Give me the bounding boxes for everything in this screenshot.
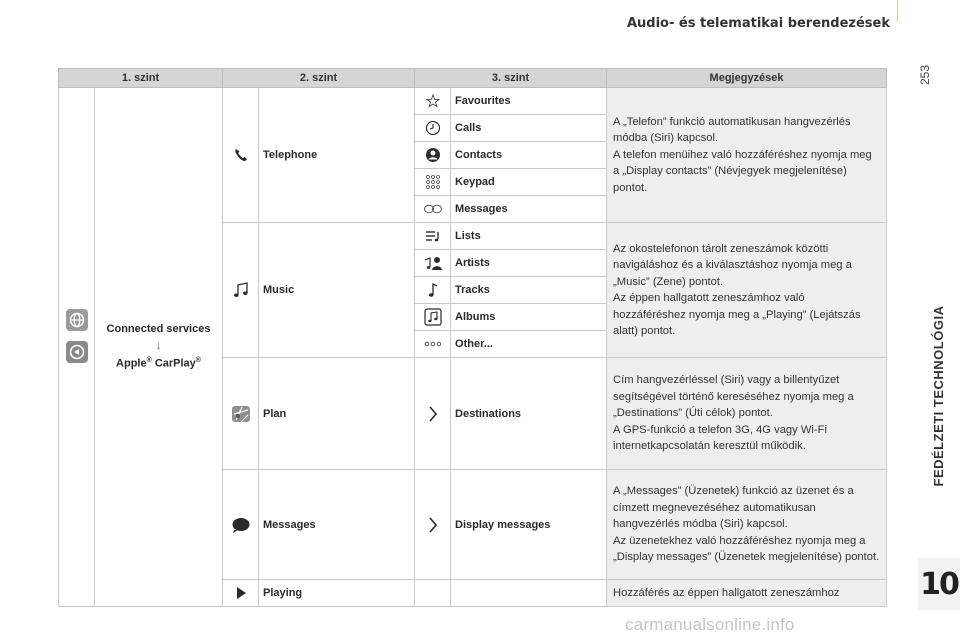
note-music bbox=[607, 223, 887, 358]
level2-music: Music bbox=[259, 223, 415, 358]
level2-playing: Playing bbox=[259, 580, 415, 607]
level3-icon-cell bbox=[415, 277, 451, 304]
chevron-right-icon bbox=[428, 516, 438, 534]
level3-artists: Artists bbox=[451, 250, 607, 277]
level3-other: Other... bbox=[451, 331, 607, 358]
note-plan bbox=[607, 358, 887, 470]
level2-telephone: Telephone bbox=[259, 88, 415, 223]
column-header-level3: 3. szint bbox=[415, 69, 607, 88]
level3-icon-cell bbox=[415, 169, 451, 196]
note-messages bbox=[607, 470, 887, 580]
side-tab bbox=[905, 0, 960, 640]
level3-icon-cell bbox=[415, 223, 451, 250]
level3-contacts: Contacts bbox=[451, 142, 607, 169]
connected-services-label: Connected services bbox=[106, 323, 211, 336]
note-telephone bbox=[607, 88, 887, 223]
note-text: A „Messages” (Üzenetek) funkció az üzenet és a címzett megnevezéséhez automatikusan hangvezérlés módba (Siri) kapcsol. Az üzenetekhez való hozzáféréshez nyomja meg a „Display messages” (Üzenetek megjelenítése) pontot. bbox=[613, 485, 880, 564]
note-text: Az okostelefonon tárolt zeneszámok közötti navigáláshoz és a kiválasztáshoz nyomja meg a „Music” (Zene) pontot. Az éppen hallgatott zeneszámhoz való hozzáféréshez nyomja meg a „Playing” (Lejátszás alatt) pontot. bbox=[613, 242, 861, 337]
column-header-level1: 1. szint bbox=[59, 69, 223, 88]
track-icon bbox=[427, 282, 439, 298]
column-header-level2: 2. szint bbox=[223, 69, 415, 88]
level2-messages: Messages bbox=[259, 470, 415, 580]
table-row bbox=[59, 88, 887, 115]
page-number: 253 bbox=[918, 64, 932, 86]
level3-icon-cell bbox=[415, 115, 451, 142]
level3-icon-cell bbox=[415, 250, 451, 277]
level3-icon-cell bbox=[415, 331, 451, 358]
clock-icon bbox=[425, 120, 441, 136]
level3-tracks: Tracks bbox=[451, 277, 607, 304]
chapter-number: 10 bbox=[918, 558, 960, 610]
level3-icon-cell bbox=[415, 142, 451, 169]
header-rule bbox=[897, 0, 898, 22]
star-icon bbox=[426, 94, 440, 108]
level3-albums: Albums bbox=[451, 304, 607, 331]
level3-lists: Lists bbox=[451, 223, 607, 250]
note-text: Hozzáférés az éppen hallgatott zeneszámhoz bbox=[613, 586, 840, 599]
level3-icon-cell bbox=[415, 358, 451, 470]
message-bubbles-icon bbox=[423, 203, 443, 215]
level3-icon-cell bbox=[415, 304, 451, 331]
level3-icon-cell bbox=[415, 88, 451, 115]
more-icon bbox=[424, 341, 442, 347]
chapter-title: FEDÉLZETI TECHNOLÓGIA bbox=[930, 305, 946, 487]
map-icon bbox=[231, 404, 251, 424]
level3-messages: Messages bbox=[451, 196, 607, 223]
level3-icon-cell bbox=[415, 196, 451, 223]
level2-icon-cell bbox=[223, 358, 259, 470]
album-icon bbox=[424, 308, 442, 326]
keypad-icon bbox=[425, 174, 441, 190]
playlist-icon bbox=[425, 229, 441, 243]
note-playing bbox=[607, 580, 887, 607]
carplay-label: Apple® CarPlay® bbox=[116, 357, 201, 370]
level3-favourites: Favourites bbox=[451, 88, 607, 115]
globe-icon bbox=[66, 309, 88, 331]
empty-cell bbox=[451, 580, 607, 607]
page-header: Audio- és telematikai berendezések bbox=[626, 16, 890, 31]
music-note-icon bbox=[232, 281, 250, 299]
carplay-icon bbox=[66, 341, 88, 363]
level3-icon-cell bbox=[415, 470, 451, 580]
phone-icon bbox=[233, 147, 249, 163]
menu-levels-table bbox=[58, 68, 887, 607]
level2-icon-cell bbox=[223, 470, 259, 580]
level2-plan: Plan bbox=[259, 358, 415, 470]
column-header-notes: Megjegyzések bbox=[607, 69, 887, 88]
chevron-right-icon bbox=[428, 405, 438, 423]
speech-bubble-icon bbox=[231, 517, 251, 533]
level3-destinations: Destinations bbox=[451, 358, 607, 470]
level2-icon-cell bbox=[223, 223, 259, 358]
note-text: A „Telefon” funkció automatikusan hangvezérlés módba (Siri) kapcsol. A telefon menüihez való hozzáféréshez nyomja meg a „Display contacts” (Névjegyek megjelenítése) pontot. bbox=[613, 115, 872, 194]
level2-icon-cell bbox=[223, 580, 259, 607]
play-icon bbox=[234, 586, 248, 600]
empty-cell bbox=[415, 580, 451, 607]
artist-icon bbox=[423, 255, 443, 271]
watermark: carmanualsonline.info bbox=[625, 615, 795, 634]
level2-icon-cell bbox=[223, 88, 259, 223]
level3-keypad: Keypad bbox=[451, 169, 607, 196]
contact-icon bbox=[425, 147, 441, 163]
level3-display-messages: Display messages bbox=[451, 470, 607, 580]
table-header-row bbox=[59, 69, 887, 88]
level1-icon-cell bbox=[59, 88, 95, 607]
level3-calls: Calls bbox=[451, 115, 607, 142]
arrow-down-icon: ↓ bbox=[155, 338, 162, 353]
level1-label-cell bbox=[95, 88, 223, 607]
note-text: Cím hangvezérléssel (Siri) vagy a billentyűzet segítségével történő kereséséhez nyomja meg a „Destinations” (Úti célok) pontot. A GPS-funkció a telefon 3G, 4G vagy Wi-Fi internetkapcsolatán keresztül működik. bbox=[613, 374, 854, 453]
